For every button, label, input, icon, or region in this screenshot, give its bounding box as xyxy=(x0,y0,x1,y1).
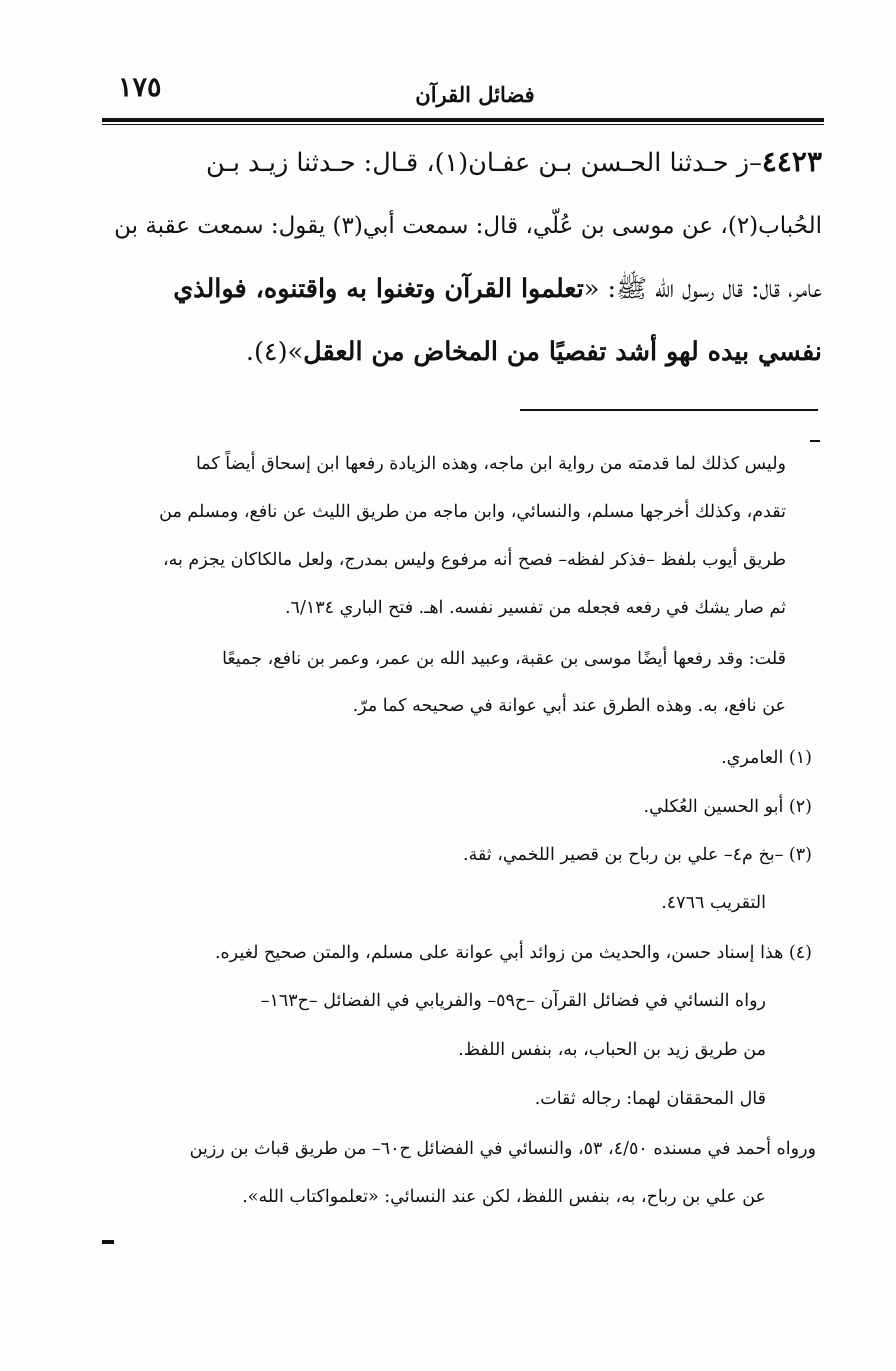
header-rule-thick xyxy=(102,118,824,122)
footnote-1: (١) العامري. xyxy=(721,748,812,768)
footnote-continued-line: وليس كذلك لما قدمته من رواية ابن ماجه، وهذه الزيادة رفعها ابن إسحاق أيضاً كما xyxy=(195,454,786,474)
footnote-4-line: رواه النسائي في فضائل القرآن –ح٥٩– والفريابي في الفضائل –ح١٦٣– xyxy=(260,991,766,1011)
footnote-4-line: عن علي بن رباح، به، بنفس اللفظ، لكن عند النسائي: «تعلمواكتاب الله». xyxy=(242,1187,766,1207)
running-title: فضائل القرآن xyxy=(415,82,535,107)
footnote-4: (٤) هذا إسناد حسن، والحديث من زوائد أبي عوانة على مسلم، والمتن صحيح لغيره. xyxy=(214,943,812,963)
footnote-4-line: من طريق زيد بن الحباب، به، بنفس اللفظ. xyxy=(458,1040,766,1060)
footnote-2: (٢) أبو الحسين العُكلي. xyxy=(643,797,812,817)
footnote-continued-line: ثم صار يشك في رفعه فجعله من تفسير نفسه. اهـ. فتح الباري ٦/١٣٤. xyxy=(284,598,786,618)
footnote-3: (٣) –بخ م٤– علي بن رباح بن قصير اللخمي، ثقة. xyxy=(463,845,812,865)
footnote-4-line: قال المحققان لهما: رجاله ثقات. xyxy=(534,1089,766,1109)
footnote-3-continued: التقريب ٤٧٦٦. xyxy=(661,893,766,913)
footnote-continued-line: طريق أيوب بلفظ –فذكر لفظه– فصح أنه مرفوع وليس بمدرج، ولعل مالكاكان يجزم به، xyxy=(162,550,786,570)
footnote-continued-line: عن نافع، به. وهذه الطرق عند أبي عوانة في صحيحه كما مرّ. xyxy=(352,696,786,716)
footnote-4-line: ورواه أحمد في مسنده ٤/٥٠، ٥٣، والنسائي في الفضائل ح٦٠– من طريق قباث بن رزين xyxy=(189,1139,816,1159)
hadith-line-3: عامر، قال: قال رسول الله ﷺ: «تعلموا القرآن وتغنوا به واقتنوه، فوالذي xyxy=(173,274,822,304)
page-number: ١٧٥ xyxy=(118,72,162,103)
header-rule-thin xyxy=(102,124,824,125)
footnote-continued-line: قلت: وقد رفعها أيضًا موسى بن عقبة، وعبيد الله بن عمر، وعمر بن نافع، جميعًا xyxy=(222,649,786,669)
hadith-line-1: ٤٤٢٣–ز حـدثنا الحـسن بـن عفـان(١)، قـال: حـدثنا زيـد بـن xyxy=(205,145,822,178)
hadith-text xyxy=(112,130,822,384)
hadith-number: ٤٤٢٣ xyxy=(761,145,822,178)
footnote-separator xyxy=(520,409,818,411)
continuation-mark-top xyxy=(810,440,820,442)
hadith-line-2: الحُباب(٢)، عن موسى بن عُلّي، قال: سمعت أبي(٣) يقول: سمعت عقبة بن xyxy=(114,213,822,239)
continuation-mark-bottom xyxy=(102,1240,114,1244)
hadith-matn: تعلموا القرآن وتغنوا به واقتنوه، فوالذي xyxy=(173,274,584,304)
hadith-line-4: نفسي بيده لهو أشد تفصيًا من المخاض من العقل»(٤). xyxy=(245,337,822,367)
hadith-matn-end: نفسي بيده لهو أشد تفصيًا من المخاض من العقل xyxy=(303,337,822,367)
footnote-continued-line: تقدم، وكذلك أخرجها مسلم، والنسائي، وابن ماجه من طريق الليث عن نافع، ومسلم من xyxy=(159,502,786,522)
